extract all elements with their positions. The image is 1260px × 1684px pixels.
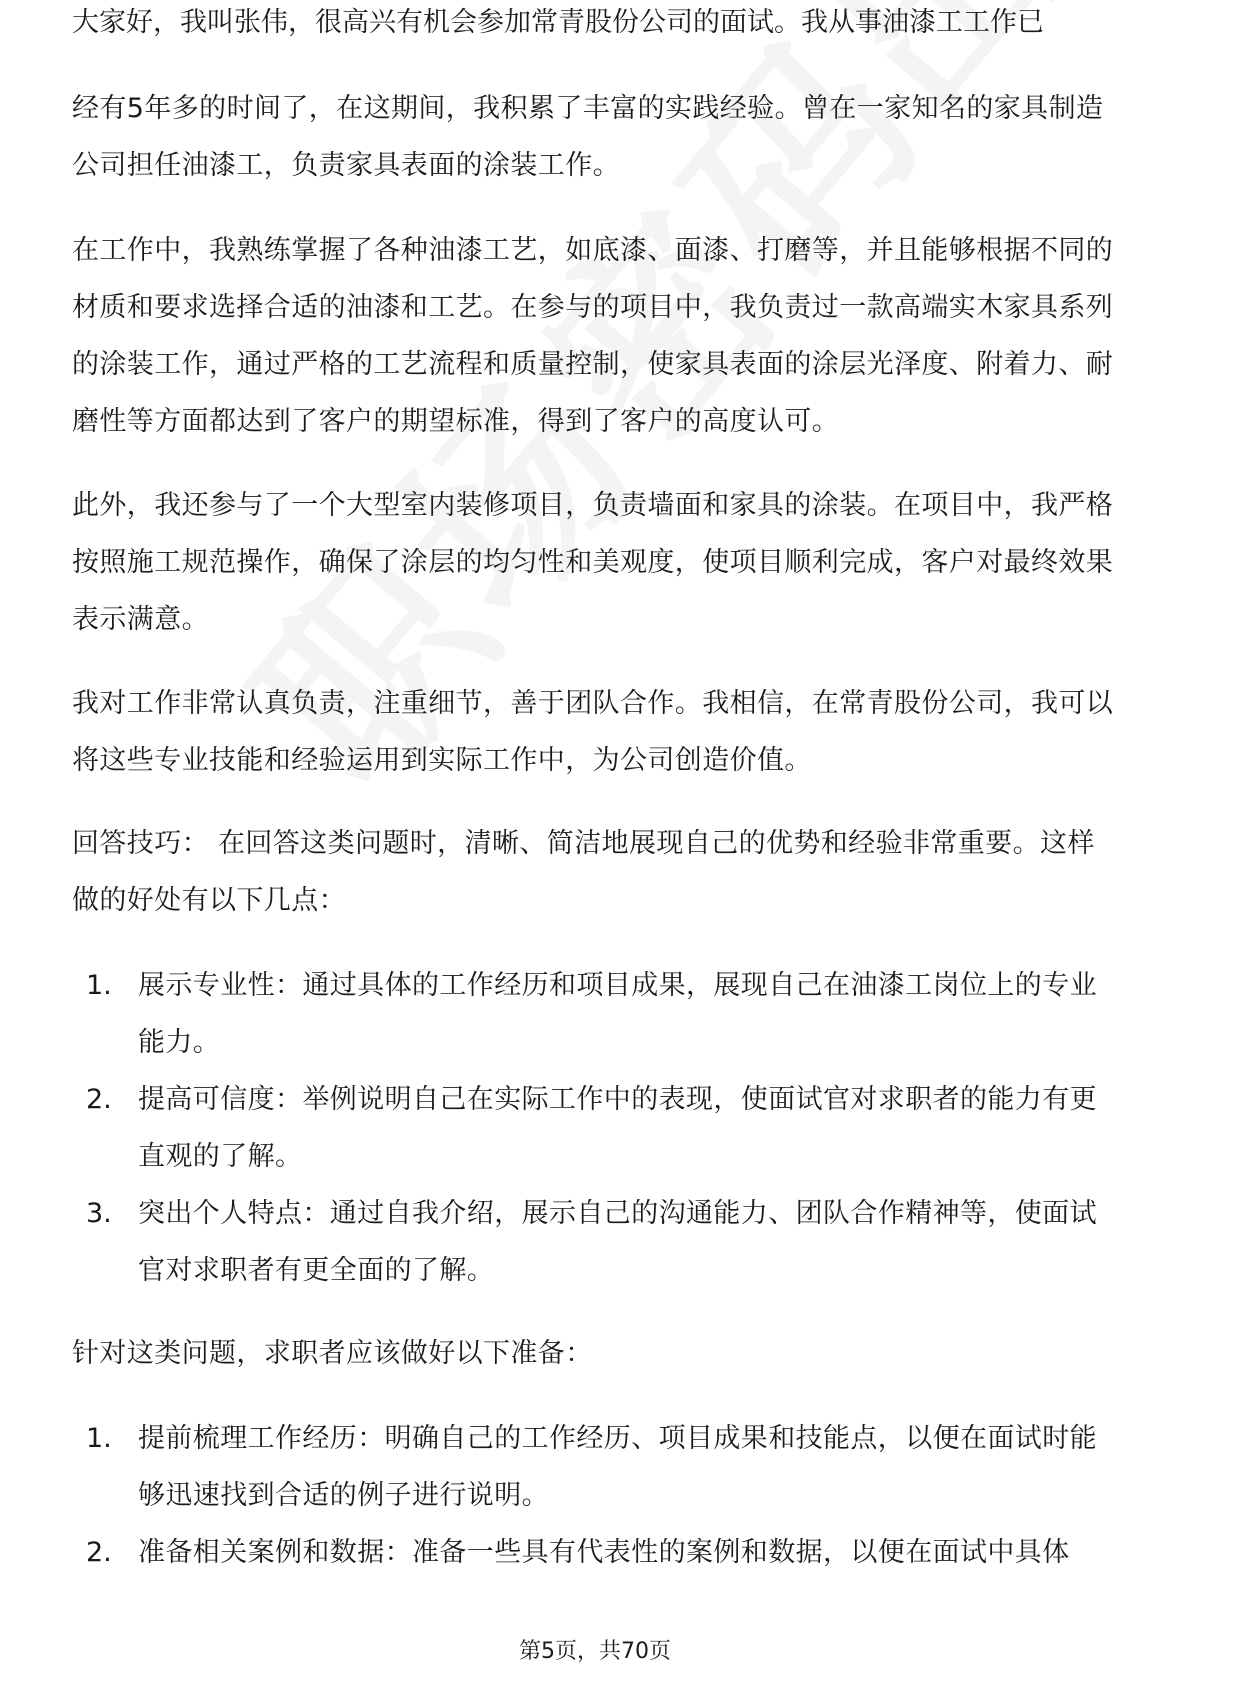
- list-number: 1.: [86, 1423, 112, 1454]
- page-content: [72, 0, 1120, 1581]
- list-text: 提前梳理工作经历：明确自己的工作经历、项目成果和技能点，以便在面试时能够迅速找到合适的例子进行说明。: [138, 1423, 1097, 1511]
- list-item: [72, 1410, 1120, 1524]
- list-text: 突出个人特点：通过自我介绍，展示自己的沟通能力、团队合作精神等，使面试官对求职者有更全面的了解。: [138, 1198, 1097, 1286]
- list-item: [72, 1524, 1120, 1581]
- paragraph-3: 此外，我还参与了一个大型室内装修项目，负责墙面和家具的涂装。在项目中，我严格按照施工规范操作，确保了涂层的均匀性和美观度，使项目顺利完成，客户对最终效果表示满意。: [72, 490, 1114, 635]
- prep-heading: 针对这类问题，求职者应该做好以下准备：: [72, 1338, 593, 1369]
- list-item: [72, 1185, 1120, 1299]
- list-text: 提高可信度：举例说明自己在实际工作中的表现，使面试官对求职者的能力有更直观的了解。: [138, 1084, 1097, 1172]
- list-item: [72, 957, 1120, 1071]
- list-number: 1.: [86, 970, 112, 1001]
- cut-off-line: [72, 7, 1120, 81]
- list-number: 2.: [86, 1084, 112, 1115]
- list-number: 3.: [86, 1198, 112, 1229]
- paragraph-tips: 回答技巧： 在回答这类问题时，清晰、简洁地展现自己的优势和经验非常重要。这样做的好处有以下几点：: [72, 828, 1095, 916]
- prep-list: [72, 1410, 1120, 1581]
- page-footer: 第5页，共70页: [519, 1639, 671, 1664]
- paragraph-2: 在工作中，我熟练掌握了各种油漆工艺，如底漆、面漆、打磨等，并且能够根据不同的材质和要求选择合适的油漆和工艺。在参与的项目中，我负责过一款高端实木家具系列的涂装工作，通过严格的工艺流程和质量控制，使家具表面的涂层光泽度、附着力、耐磨性等方面都达到了客户的期望标准，得到了客户的高度认可。: [72, 235, 1114, 437]
- cut-off-text: 大家好，我叫张伟，很高兴有机会参加常青股份公司的面试。我从事油漆工工作已: [72, 7, 1044, 38]
- list-item: [72, 1071, 1120, 1185]
- list-number: 2.: [86, 1537, 112, 1568]
- paragraph-1: 经有5年多的时间了，在这期间，我积累了丰富的实践经验。曾在一家知名的家具制造公司担任油漆工，负责家具表面的涂装工作。: [72, 93, 1104, 181]
- list-text: 展示专业性：通过具体的工作经历和项目成果，展现自己在油漆工岗位上的专业能力。: [138, 970, 1097, 1058]
- paragraph-4: 我对工作非常认真负责，注重细节，善于团队合作。我相信，在常青股份公司，我可以将这些专业技能和经验运用到实际工作中，为公司创造价值。: [72, 688, 1114, 776]
- benefits-list: [72, 957, 1120, 1299]
- list-text: 准备相关案例和数据：准备一些具有代表性的案例和数据，以便在面试中具体: [138, 1537, 1070, 1568]
